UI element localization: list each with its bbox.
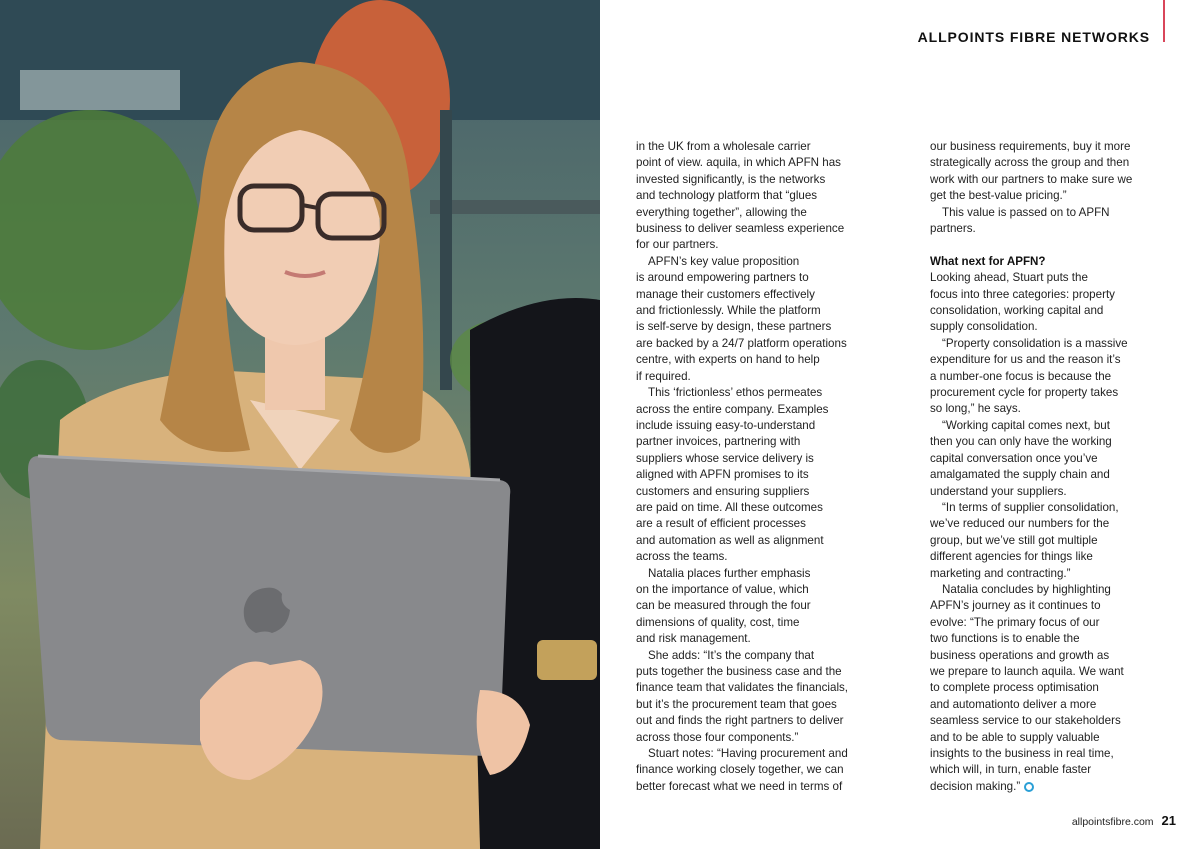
paragraph-text: Natalia concludes by highlighting APFN’s journey as it continues to evolve: “The primary focus of our two functions is to enable the business operations and growth as we prepare to launch aquila. We want to complete process optimisation and automationto deliver a more seamless service to our stakeholders and to be able to supply valuable insights to the business in real time, which will, in turn, enable faster decision making.”: [930, 582, 1124, 793]
paragraph-final: [930, 582, 1170, 795]
paragraph: Stuart notes: “Having procurement and finance working closely together, we can better forecast what we need in terms of: [636, 747, 848, 793]
article-column-2: [930, 139, 1170, 795]
accent-line: [1163, 0, 1165, 42]
paragraph: Natalia places further emphasis on the importance of value, which can be measured through the four dimensions of quality, cost, time and risk management.: [636, 566, 811, 646]
paragraph: “In terms of supplier consolidation, we’ve reduced our numbers for the group, but we’ve still got multiple different agencies for things like marketing and contracting.”: [930, 500, 1119, 580]
website-url: allpointsfibre.com: [1071, 816, 1154, 828]
paragraph: in the UK from a wholesale carrier point of view. aquila, in which APFN has invested significantly, is the networks and technology platform that “glues everything together”, allowing the business to deliver seamless experience for our partners.: [636, 140, 845, 252]
paragraph: “Working capital comes next, but then you can only have the working capital conversation once you’ve amalgamated the supply chain and understand your suppliers.: [930, 418, 1112, 498]
paragraph: APFN’s key value proposition is around empowering partners to manage their customers effectively and frictionlessly. While the platform is self-serve by design, these partners are backed by a 24/7 platform operations centre, with experts on hand to help if required.: [636, 254, 847, 383]
paragraph: Looking ahead, Stuart puts the focus into three categories: property consolidation, working capital and supply consolidation.: [930, 271, 1115, 334]
page-footer: [1072, 813, 1176, 828]
page-number: 21: [1161, 813, 1176, 828]
spacer: [930, 237, 1170, 253]
article-column-1: [636, 139, 876, 795]
paragraph: This ‘frictionless’ ethos permeates across the entire company. Examples include issuing easy-to-understand partner invoices, partnering with suppliers whose service delivery is aligned with APFN promises to its customers and ensuring suppliers are paid on time. All these outcomes are a result of efficient processes and automation as well as alignment across the teams.: [636, 386, 829, 564]
paragraph: our business requirements, buy it more strategically across the group and then work with our partners to make sure we get the best-value pricing.”: [930, 140, 1133, 203]
circle-end-mark-icon: [1024, 782, 1034, 792]
paragraph: “Property consolidation is a massive expenditure for us and the reason it’s a number-one focus is because the procurement cycle for property takes so long,” he says.: [930, 336, 1128, 416]
section-heading: What next for APFN?: [930, 254, 1046, 268]
paragraph: She adds: “It’s the company that puts together the business case and the finance team that validates the financials, but it’s the procurement team that goes out and finds the right partners to deliver across those four components.”: [636, 648, 849, 744]
magazine-header-title: ALLPOINTS FIBRE NETWORKS: [917, 29, 1150, 45]
paragraph: This value is passed on to APFN partners.: [930, 205, 1110, 236]
